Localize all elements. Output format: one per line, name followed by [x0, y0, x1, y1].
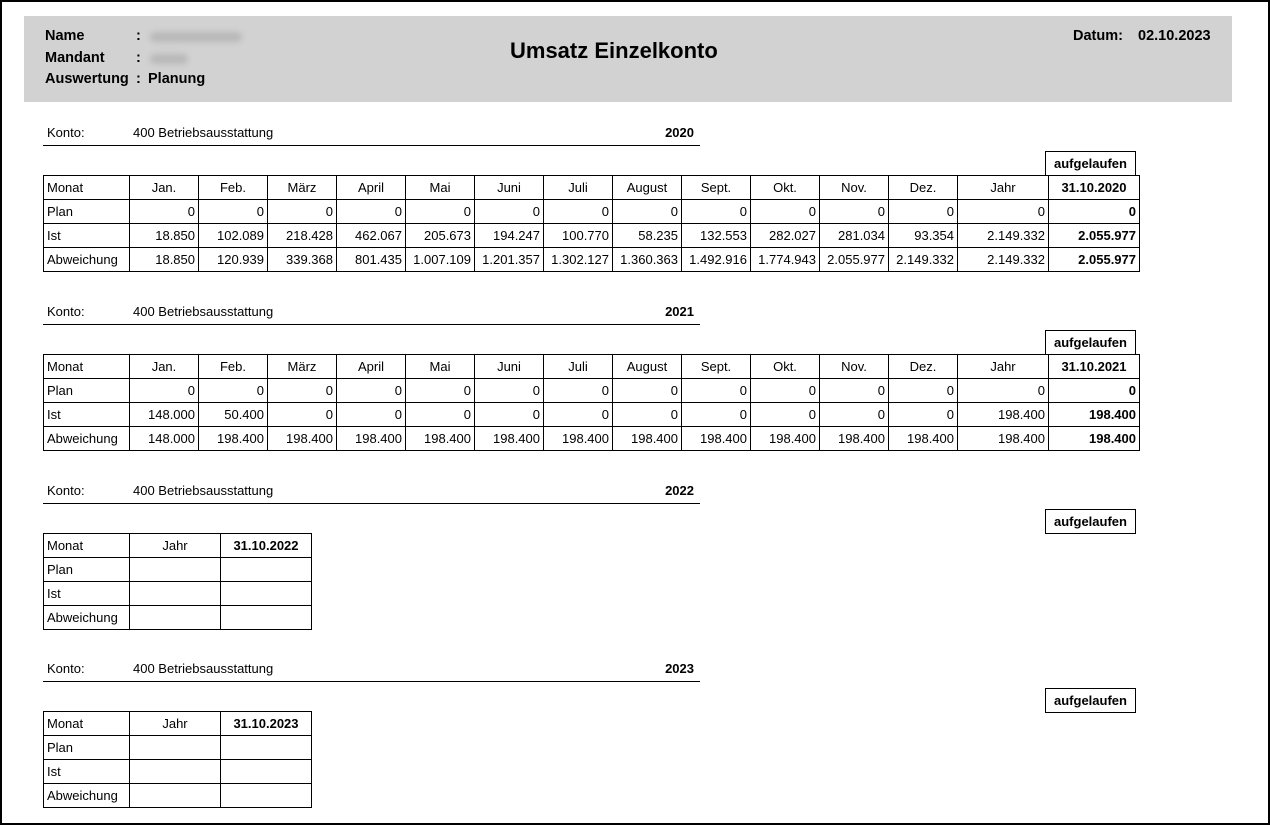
konto-label: Konto:: [47, 304, 85, 319]
cumulative-value: [221, 760, 312, 784]
month-value: 0: [820, 403, 889, 427]
cumulative-value: [221, 582, 312, 606]
abweichung-row: [44, 784, 312, 808]
konto-line: [43, 304, 700, 325]
month-header: Dez.: [889, 176, 958, 200]
month-value: 1.774.943: [751, 248, 820, 272]
month-header: Nov.: [820, 176, 889, 200]
row-label: Abweichung: [44, 606, 130, 630]
month-value: 93.354: [889, 224, 958, 248]
konto-account: 400 Betriebsausstattung: [133, 483, 274, 498]
row-label: Plan: [44, 736, 130, 760]
aufgelaufen-header: aufgelaufen: [1045, 509, 1136, 534]
konto-label: Konto:: [47, 661, 85, 676]
cumulative-value: 198.400: [1049, 403, 1140, 427]
name-label: Name: [45, 28, 85, 44]
row-label: Plan: [44, 200, 130, 224]
row-label: Ist: [44, 582, 130, 606]
month-value: 198.400: [337, 427, 406, 451]
konto-account: 400 Betriebsausstattung: [133, 125, 274, 140]
monat-header: Monat: [44, 712, 130, 736]
month-value: 198.400: [682, 427, 751, 451]
jahr-value: [130, 784, 221, 808]
jahr-value: 2.149.332: [958, 248, 1049, 272]
jahr-value: 2.149.332: [958, 224, 1049, 248]
month-header: April: [337, 355, 406, 379]
konto-table-1: [43, 354, 1140, 451]
konto-line: [43, 483, 700, 504]
month-header: März: [268, 355, 337, 379]
jahr-value: [130, 582, 221, 606]
month-value: 100.770: [544, 224, 613, 248]
month-value: 0: [337, 379, 406, 403]
ist-row: [44, 224, 1140, 248]
konto-table-2: [43, 533, 312, 630]
aufgelaufen-header: aufgelaufen: [1045, 330, 1136, 355]
ist-row: [44, 760, 312, 784]
month-value: 0: [613, 403, 682, 427]
month-value: 2.149.332: [889, 248, 958, 272]
month-value: 148.000: [130, 427, 199, 451]
cumulative-date-header: 31.10.2022: [221, 534, 312, 558]
month-value: 58.235: [613, 224, 682, 248]
abweichung-row: [44, 427, 1140, 451]
month-value: 1.360.363: [613, 248, 682, 272]
konto-line: [43, 661, 700, 682]
month-value: 0: [268, 379, 337, 403]
month-value: 198.400: [751, 427, 820, 451]
month-header: Jan.: [130, 176, 199, 200]
month-value: 0: [820, 200, 889, 224]
plan-row: [44, 736, 312, 760]
month-header: Mai: [406, 355, 475, 379]
month-value: 0: [682, 379, 751, 403]
monat-header: Monat: [44, 176, 130, 200]
konto-table-0: [43, 175, 1140, 272]
abweichung-row: [44, 606, 312, 630]
konto-year: 2020: [665, 125, 694, 140]
row-label: Ist: [44, 224, 130, 248]
jahr-value: 0: [958, 379, 1049, 403]
row-label: Abweichung: [44, 248, 130, 272]
month-value: 102.089: [199, 224, 268, 248]
konto-line: [43, 125, 700, 146]
month-value: 1.007.109: [406, 248, 475, 272]
month-header: Juli: [544, 355, 613, 379]
row-label: Ist: [44, 403, 130, 427]
month-value: 198.400: [820, 427, 889, 451]
month-header: Jan.: [130, 355, 199, 379]
redacted-name: [150, 32, 242, 42]
month-value: 198.400: [613, 427, 682, 451]
month-header: Juni: [475, 355, 544, 379]
row-label: Abweichung: [44, 427, 130, 451]
konto-label: Konto:: [47, 483, 85, 498]
month-value: 0: [751, 200, 820, 224]
ist-row: [44, 582, 312, 606]
month-value: 0: [613, 200, 682, 224]
jahr-header: Jahr: [958, 355, 1049, 379]
month-header: Mai: [406, 176, 475, 200]
month-value: 0: [130, 200, 199, 224]
konto-year: 2022: [665, 483, 694, 498]
month-header: Sept.: [682, 176, 751, 200]
jahr-value: [130, 760, 221, 784]
aufgelaufen-header: aufgelaufen: [1045, 688, 1136, 713]
month-header: Juni: [475, 176, 544, 200]
month-value: 1.302.127: [544, 248, 613, 272]
month-value: 198.400: [406, 427, 475, 451]
month-header: Juli: [544, 176, 613, 200]
redacted-mandant: [150, 54, 188, 64]
jahr-value: [130, 606, 221, 630]
cumulative-value: [221, 736, 312, 760]
jahr-value: 198.400: [958, 427, 1049, 451]
month-value: 282.027: [751, 224, 820, 248]
row-label: Plan: [44, 558, 130, 582]
datum-label: Datum:: [1073, 28, 1123, 44]
month-value: 1.492.916: [682, 248, 751, 272]
month-value: 0: [199, 200, 268, 224]
month-value: 0: [682, 200, 751, 224]
cumulative-value: 2.055.977: [1049, 248, 1140, 272]
month-header: Feb.: [199, 176, 268, 200]
cumulative-value: 0: [1049, 200, 1140, 224]
month-value: 0: [475, 200, 544, 224]
plan-row: [44, 379, 1140, 403]
table-header-row: [44, 534, 312, 558]
auswertung-label: Auswertung: [45, 71, 129, 87]
month-header: August: [613, 176, 682, 200]
plan-row: [44, 558, 312, 582]
month-value: 0: [268, 403, 337, 427]
cumulative-date-header: 31.10.2023: [221, 712, 312, 736]
row-label: Plan: [44, 379, 130, 403]
month-value: 0: [475, 379, 544, 403]
month-value: 339.368: [268, 248, 337, 272]
month-value: 194.247: [475, 224, 544, 248]
month-value: 0: [475, 403, 544, 427]
datum-value: 02.10.2023: [1138, 28, 1211, 44]
month-value: 198.400: [475, 427, 544, 451]
jahr-header: Jahr: [130, 534, 221, 558]
month-value: 132.553: [682, 224, 751, 248]
month-value: 0: [682, 403, 751, 427]
jahr-header: Jahr: [958, 176, 1049, 200]
month-value: 0: [337, 200, 406, 224]
month-value: 0: [889, 403, 958, 427]
jahr-value: 0: [958, 200, 1049, 224]
month-value: 0: [751, 379, 820, 403]
month-value: 0: [613, 379, 682, 403]
cumulative-date-header: 31.10.2020: [1049, 176, 1140, 200]
month-value: 0: [406, 379, 475, 403]
month-header: Nov.: [820, 355, 889, 379]
month-value: 120.939: [199, 248, 268, 272]
month-value: 198.400: [268, 427, 337, 451]
month-value: 218.428: [268, 224, 337, 248]
month-header: Sept.: [682, 355, 751, 379]
row-label: Ist: [44, 760, 130, 784]
konto-table-3: [43, 711, 312, 808]
month-header: August: [613, 355, 682, 379]
month-value: 0: [889, 379, 958, 403]
month-value: 198.400: [199, 427, 268, 451]
cumulative-value: [221, 558, 312, 582]
abweichung-row: [44, 248, 1140, 272]
auswertung-colon: :: [136, 71, 141, 87]
month-value: 0: [889, 200, 958, 224]
month-value: 1.201.357: [475, 248, 544, 272]
jahr-header: Jahr: [130, 712, 221, 736]
plan-row: [44, 200, 1140, 224]
month-value: 50.400: [199, 403, 268, 427]
month-value: 198.400: [889, 427, 958, 451]
month-value: 205.673: [406, 224, 475, 248]
auswertung-value: Planung: [148, 71, 206, 87]
month-value: 0: [751, 403, 820, 427]
month-value: 18.850: [130, 224, 199, 248]
month-value: 0: [544, 200, 613, 224]
cumulative-value: 2.055.977: [1049, 224, 1140, 248]
jahr-value: 198.400: [958, 403, 1049, 427]
cumulative-value: 0: [1049, 379, 1140, 403]
jahr-value: [130, 736, 221, 760]
konto-account: 400 Betriebsausstattung: [133, 661, 274, 676]
month-value: 801.435: [337, 248, 406, 272]
month-value: 198.400: [544, 427, 613, 451]
mandant-label: Mandant: [45, 50, 105, 66]
konto-account: 400 Betriebsausstattung: [133, 304, 274, 319]
month-header: März: [268, 176, 337, 200]
cumulative-value: [221, 784, 312, 808]
month-header: Feb.: [199, 355, 268, 379]
month-value: 0: [820, 379, 889, 403]
month-value: 0: [337, 403, 406, 427]
table-header-row: [44, 176, 1140, 200]
konto-year: 2021: [665, 304, 694, 319]
cumulative-date-header: 31.10.2021: [1049, 355, 1140, 379]
monat-header: Monat: [44, 534, 130, 558]
row-label: Abweichung: [44, 784, 130, 808]
month-header: Okt.: [751, 355, 820, 379]
month-value: 0: [544, 403, 613, 427]
table-header-row: [44, 712, 312, 736]
konto-year: 2023: [665, 661, 694, 676]
month-value: 462.067: [337, 224, 406, 248]
aufgelaufen-header: aufgelaufen: [1045, 151, 1136, 176]
cumulative-value: 198.400: [1049, 427, 1140, 451]
month-value: 0: [406, 403, 475, 427]
month-value: 0: [199, 379, 268, 403]
month-value: 0: [130, 379, 199, 403]
month-value: 0: [544, 379, 613, 403]
jahr-value: [130, 558, 221, 582]
report-title: Umsatz Einzelkonto: [510, 38, 718, 63]
month-header: April: [337, 176, 406, 200]
konto-label: Konto:: [47, 125, 85, 140]
cumulative-value: [221, 606, 312, 630]
month-value: 18.850: [130, 248, 199, 272]
month-header: Okt.: [751, 176, 820, 200]
month-value: 0: [268, 200, 337, 224]
month-value: 0: [406, 200, 475, 224]
name-colon: :: [136, 28, 141, 44]
month-value: 281.034: [820, 224, 889, 248]
monat-header: Monat: [44, 355, 130, 379]
table-header-row: [44, 355, 1140, 379]
mandant-colon: :: [136, 50, 141, 66]
month-header: Dez.: [889, 355, 958, 379]
month-value: 2.055.977: [820, 248, 889, 272]
month-value: 148.000: [130, 403, 199, 427]
ist-row: [44, 403, 1140, 427]
